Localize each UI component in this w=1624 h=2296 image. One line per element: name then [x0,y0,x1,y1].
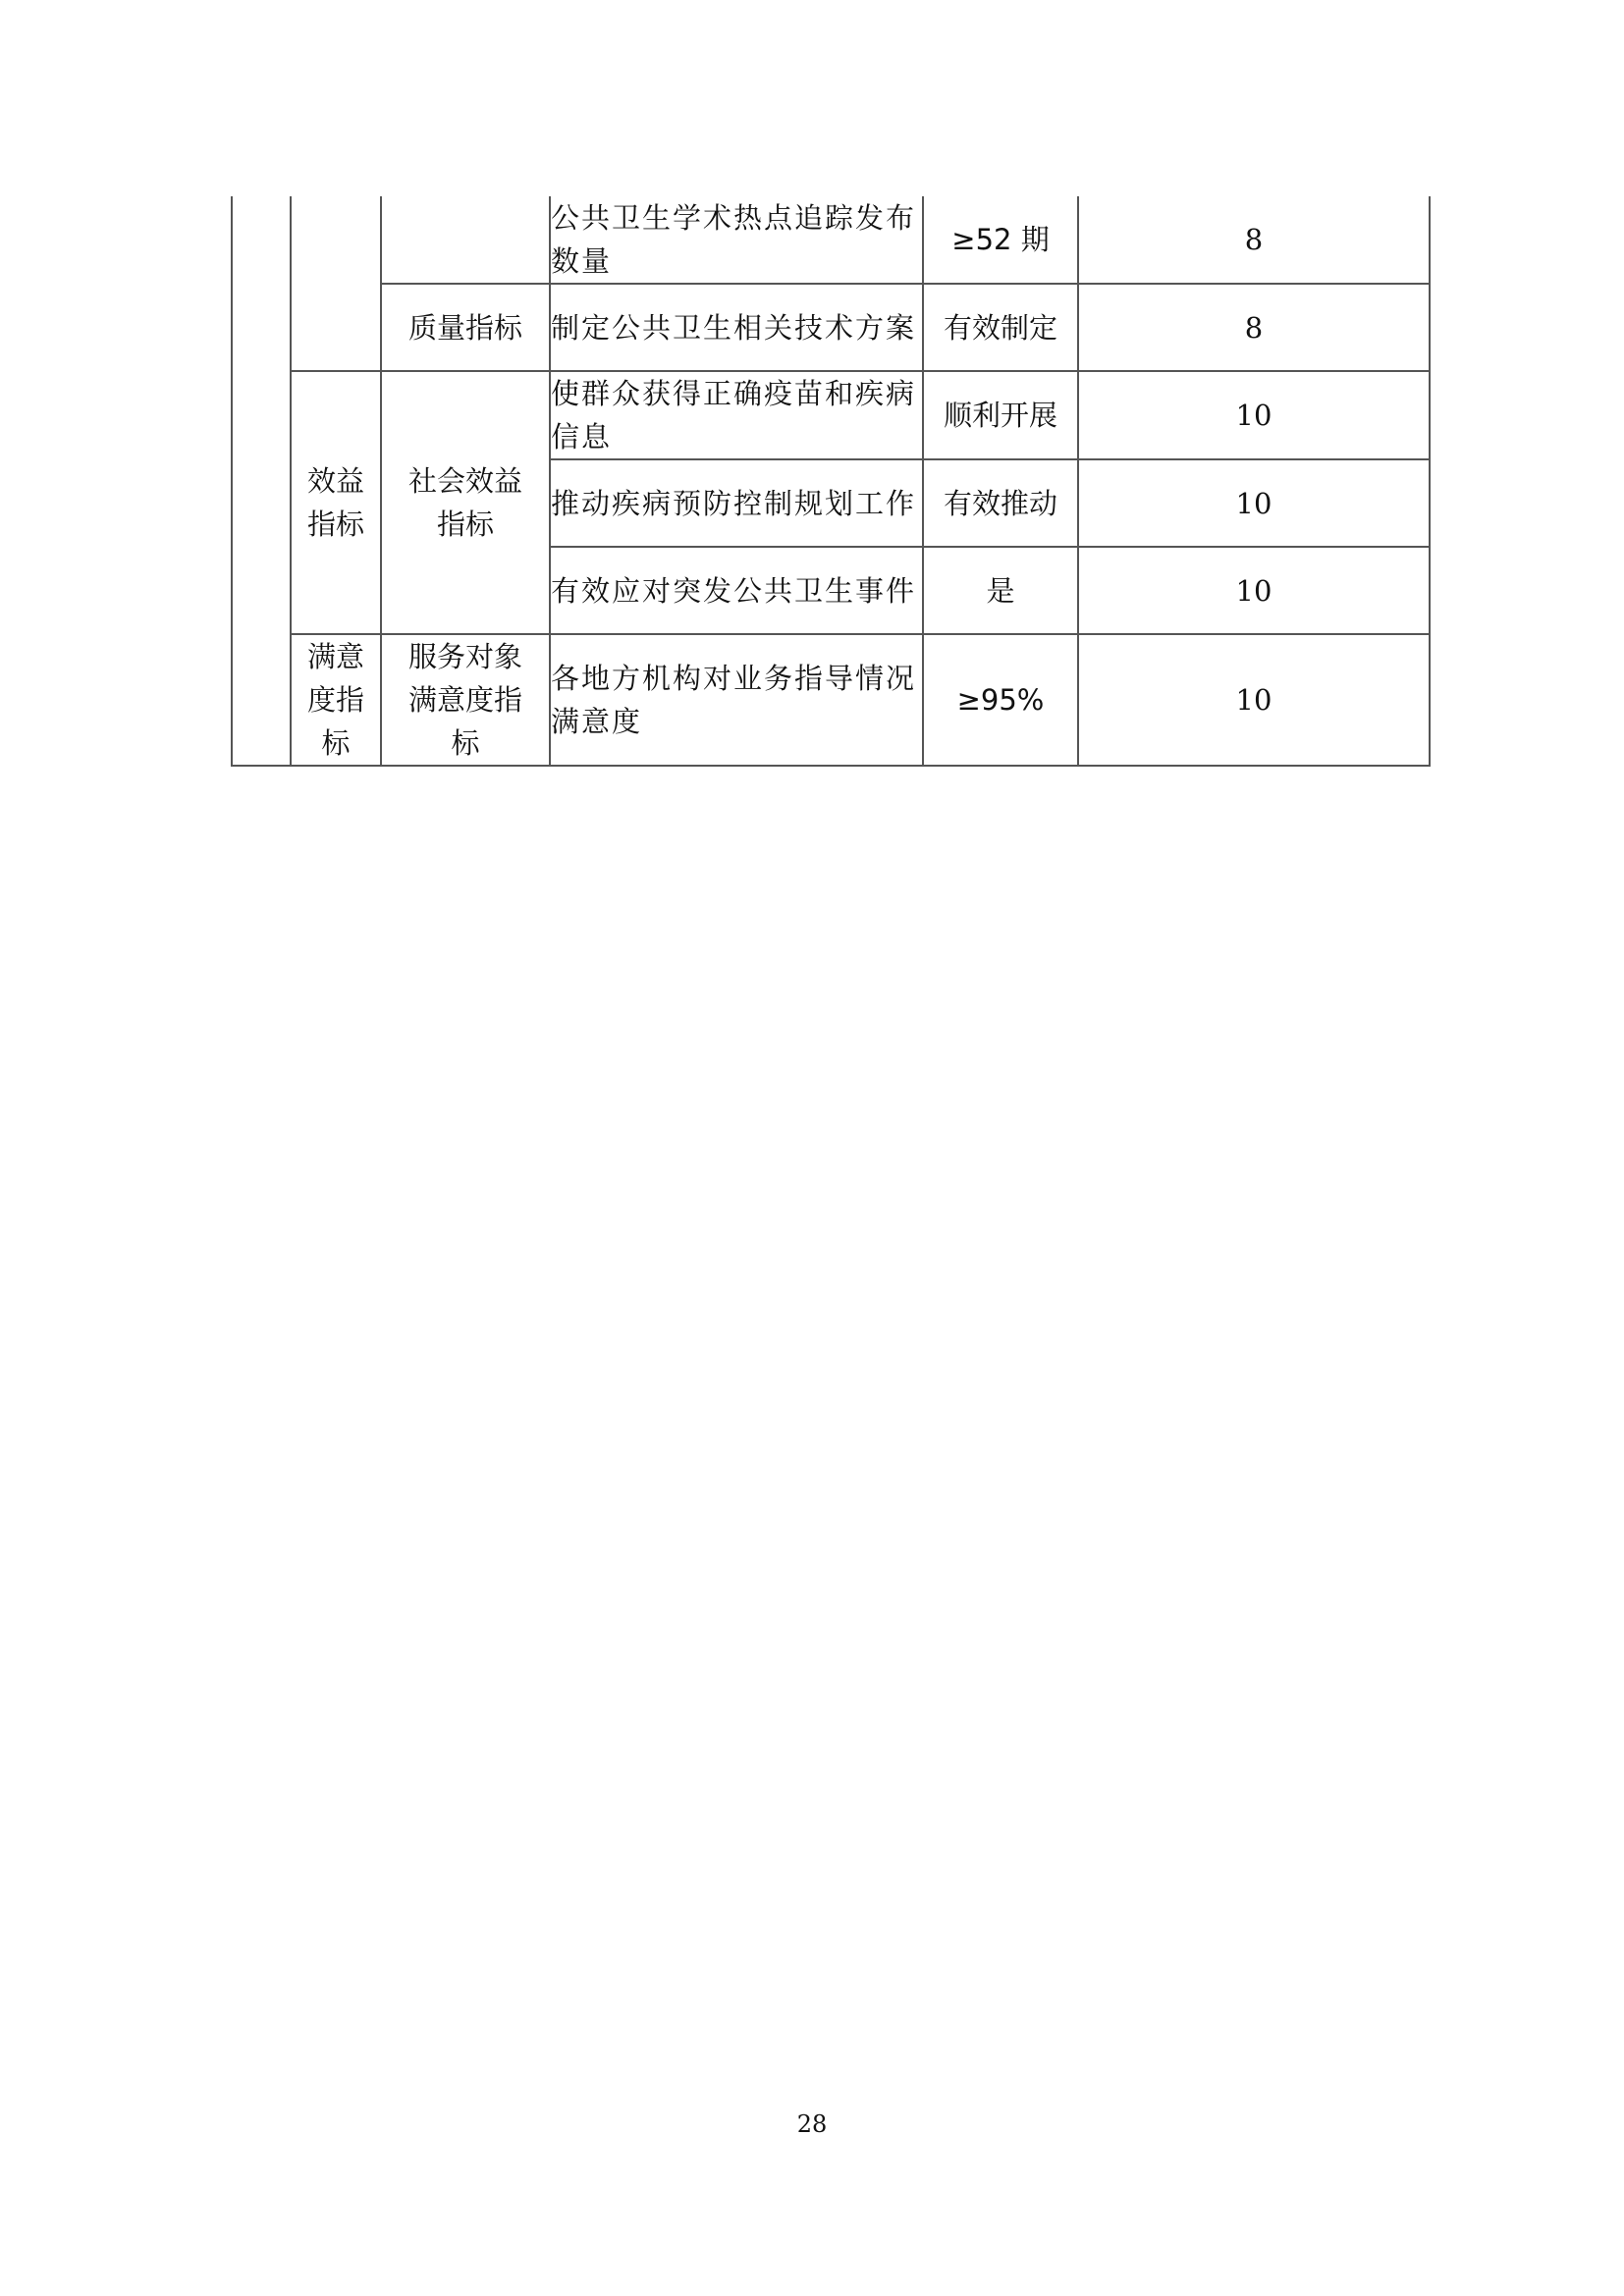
level2-cell [291,196,381,371]
value-cell: 顺利开展 [923,371,1078,459]
value-cell: ≥52 期 [923,196,1078,284]
indicator-cell: 各地方机构对业务指导情况满意度 [550,634,923,766]
score-cell: 8 [1078,284,1430,371]
score-cell: 10 [1078,459,1430,547]
table-row [232,634,1430,766]
value-cell: 有效推动 [923,459,1078,547]
indicator-cell: 有效应对突发公共卫生事件 [550,547,923,634]
level2-cell: 效益指标 [291,371,381,634]
level3-cell: 服务对象满意度指标 [381,634,550,766]
score-cell: 10 [1078,547,1430,634]
indicator-cell: 使群众获得正确疫苗和疾病信息 [550,371,923,459]
value-cell: ≥95% [923,634,1078,766]
level1-cell [232,196,291,766]
level3-cell: 社会效益指标 [381,371,550,634]
performance-indicator-table [231,196,1431,767]
page-number: 28 [796,2110,828,2138]
level3-cell: 质量指标 [381,284,550,371]
level2-cell: 满意度指标 [291,634,381,766]
value-cell: 有效制定 [923,284,1078,371]
table-row [232,196,1430,284]
table-row [232,284,1430,371]
value-cell: 是 [923,547,1078,634]
score-cell: 10 [1078,634,1430,766]
indicator-cell: 制定公共卫生相关技术方案 [550,284,923,371]
indicator-cell: 公共卫生学术热点追踪发布数量 [550,196,923,284]
indicator-cell: 推动疾病预防控制规划工作 [550,459,923,547]
score-cell: 10 [1078,371,1430,459]
table-row [232,371,1430,459]
level3-cell [381,196,550,284]
score-cell: 8 [1078,196,1430,284]
